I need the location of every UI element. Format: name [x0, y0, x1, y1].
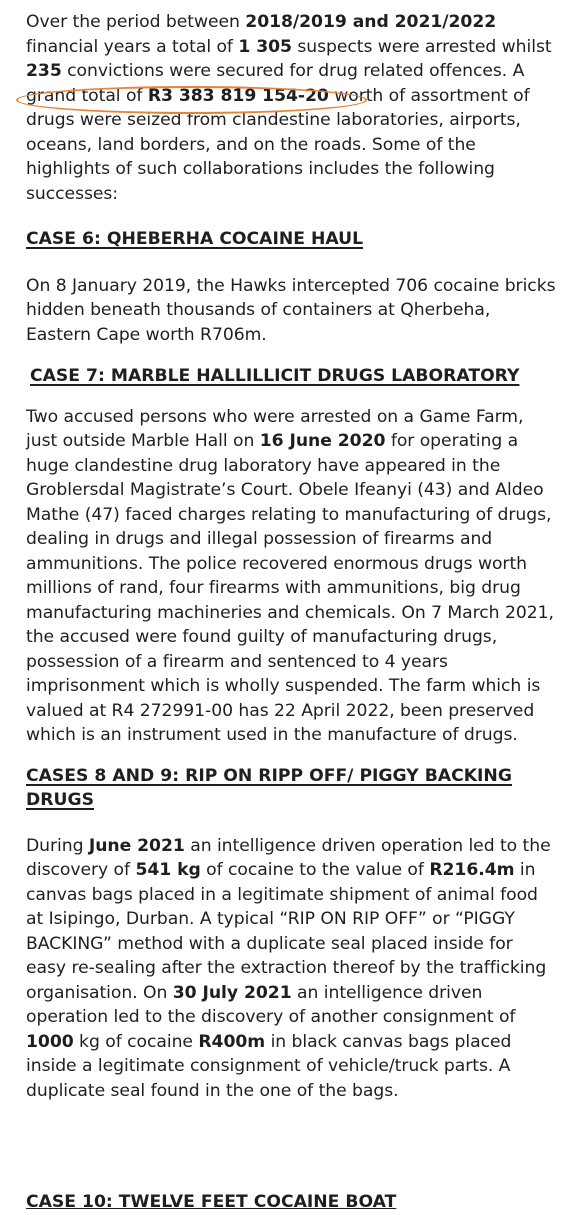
case-8-9-text: kg of cocaine [73, 1031, 199, 1052]
cocaine-value: R216.4m [429, 860, 515, 880]
case-8-9-heading: CASES 8 AND 9: RIP ON RIPP OFF/ PIGGY BACKING DRUGS [26, 765, 512, 810]
case-8-9-body [26, 834, 556, 1104]
case-8-9-text: During [26, 835, 89, 856]
cocaine-value-2: R400m [198, 1031, 266, 1052]
intro-text: suspects were arrested whilst [291, 36, 552, 57]
case-6-body: On 8 January 2019, the Hawks intercepted 706 cocaine bricks hidden beneath thousands of containers at Qherbeha, Eastern Cape worth R706m. [26, 275, 556, 345]
cocaine-weight-2: 1000 [26, 1031, 74, 1052]
intro-text: Over the period between [26, 12, 246, 32]
case-10-heading-cutoff: CASE 10: TWELVE FEET COCAINE BOAT [26, 1192, 397, 1212]
case-7-text: Two accused persons who were arrested on a Game Farm, just outside Marble Hall on [26, 406, 524, 451]
case-7-heading: CASE 7: MARBLE HALLILLICIT DRUGS LABORATORY [30, 366, 520, 386]
case-7-body [26, 405, 556, 748]
intro-text: grand total of [26, 85, 148, 106]
convictions-count: 235 [26, 61, 62, 81]
intro-years: 2018/2019 and 2021/2022 [245, 12, 497, 32]
case-8-9-date: June 2021 [88, 835, 185, 856]
case-8-9-text: in black canvas bags placed inside a legitimate consignment of vehicle/truck parts. A duplicate seal found in the one of the bags. [26, 1031, 512, 1101]
case-7-text: for operating a huge clandestine drug laboratory have appeared in the Groblersdal Magistrate’s Court. Obele Ifeanyi (43) and Aldeo Mathe (47) faced charges relating to manufacturing of drugs, dealing in drugs and illegal possession of firearms and ammunitions. The police recovered enormous drugs worth millions of rand, four firearms with ammunitions, big drug manufacturing machineries and chemicals. On 7 March 2021, the accused were found guilty of manufacturing drugs, possession of a firearm and sentenced to 4 years imprisonment which is wholly suspended. The farm which is valued at R4 272991-00 has 22 April 2022, been preserved which is an instrument used in the manufacture of drugs. [26, 431, 554, 745]
intro-text: convictions were secured for drug related offences. A [61, 61, 525, 81]
case-8-9-date-2: 30 July 2021 [172, 982, 292, 1003]
suspects-count: 1 305 [238, 36, 292, 57]
case-8-9-text: of cocaine to the value of [200, 860, 430, 880]
cocaine-weight: 541 kg [135, 860, 201, 880]
case-8-9-text: an intelligence driven operation led to the discovery of another consignment of [26, 982, 516, 1027]
case-8-9-text: in canvas bags placed in a legitimate shipment of animal food at Isipingo, Durban. A typical “RIP ON RIP OFF” or “PIGGY BACKING” method with a duplicate seal placed inside for easy re-sealing after the extraction thereof by the trafficking organisation. On [26, 860, 547, 1003]
intro-text: worth of assortment of drugs were seized from clandestine laboratories, airports, oceans, land borders, and on the roads. Some of the highlights of such collaborations includes the following successes: [26, 85, 530, 204]
grand-total-amount: R3 383 819 154-20 [147, 85, 329, 106]
intro-paragraph [26, 10, 556, 206]
case-8-9-text: an intelligence driven operation led to the discovery of [26, 835, 551, 880]
case-7-date: 16 June 2020 [259, 431, 386, 451]
document-page [26, 10, 556, 1103]
case-6-heading: CASE 6: QHEBERHA COCAINE HAUL [26, 229, 364, 249]
highlighted-grand-total [26, 84, 329, 109]
intro-text: financial years a total of [26, 36, 239, 57]
